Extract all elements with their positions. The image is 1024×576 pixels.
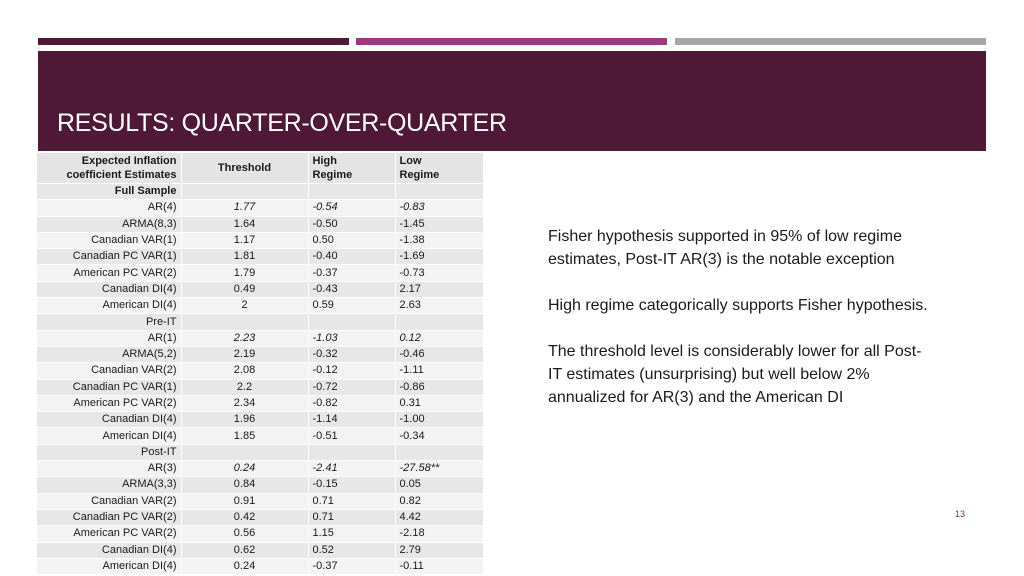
high-regime-cell: -0.54 [308, 200, 395, 216]
table-row [37, 558, 483, 574]
low-regime-cell: -1.00 [395, 412, 483, 428]
table-row [37, 428, 483, 444]
table-row [37, 232, 483, 248]
low-regime-cell: -1.69 [395, 249, 483, 265]
threshold-cell [181, 444, 308, 460]
high-regime-cell [308, 314, 395, 330]
high-regime-cell: -1.03 [308, 330, 395, 346]
high-regime-cell: 0.71 [308, 509, 395, 525]
header-high-line2: Regime [312, 169, 353, 181]
row-label: ARMA(5,2) [37, 346, 181, 362]
low-regime-cell: 2.63 [395, 298, 483, 314]
table-row [37, 200, 483, 216]
row-label: Canadian PC VAR(1) [37, 379, 181, 395]
low-regime-cell [395, 444, 483, 460]
threshold-cell: 2.2 [181, 379, 308, 395]
high-regime-cell: -2.41 [308, 461, 395, 477]
high-regime-cell: -0.82 [308, 395, 395, 411]
high-regime-cell [308, 184, 395, 200]
header-estimates-line1: Expected Inflation [81, 155, 177, 167]
low-regime-cell: -0.86 [395, 379, 483, 395]
threshold-cell: 1.85 [181, 428, 308, 444]
results-table-container [37, 153, 483, 575]
low-regime-cell: -27.58** [395, 461, 483, 477]
note-high-regime: High regime categorically supports Fisher hypothesis. [548, 297, 928, 314]
threshold-cell: 0.91 [181, 493, 308, 509]
title-banner [38, 51, 986, 151]
high-regime-cell: 0.50 [308, 232, 395, 248]
table-row [37, 249, 483, 265]
threshold-cell: 0.24 [181, 558, 308, 574]
threshold-cell: 2.23 [181, 330, 308, 346]
header-low-regime [395, 153, 483, 184]
table-row [37, 461, 483, 477]
table-row [37, 298, 483, 314]
results-table [37, 153, 484, 575]
low-regime-cell [395, 184, 483, 200]
threshold-cell: 1.77 [181, 200, 308, 216]
row-label: ARMA(3,3) [37, 477, 181, 493]
page-number: 13 [955, 509, 966, 519]
low-regime-cell: 0.05 [395, 477, 483, 493]
table-row [37, 379, 483, 395]
table-row [37, 314, 483, 330]
row-label: Canadian DI(4) [37, 542, 181, 558]
table-row [37, 493, 483, 509]
row-label: Canadian PC VAR(2) [37, 509, 181, 525]
row-label: Canadian DI(4) [37, 281, 181, 297]
table-row [37, 412, 483, 428]
row-label: Post-IT [37, 444, 181, 460]
row-label: American PC VAR(2) [37, 395, 181, 411]
table-row [37, 477, 483, 493]
row-label: Pre-IT [37, 314, 181, 330]
high-regime-cell [308, 444, 395, 460]
header-low-line1: Low [399, 155, 422, 167]
high-regime-cell: -0.40 [308, 249, 395, 265]
table-header-row [37, 153, 483, 184]
threshold-cell: 0.56 [181, 526, 308, 542]
row-label: ARMA(8,3) [37, 216, 181, 232]
header-high-regime [308, 153, 395, 184]
table-row [37, 281, 483, 297]
high-regime-cell: 0.59 [308, 298, 395, 314]
row-label: Canadian VAR(2) [37, 363, 181, 379]
threshold-cell [181, 314, 308, 330]
table-row [37, 346, 483, 362]
low-regime-cell: 2.17 [395, 281, 483, 297]
page-title: RESULTS: QUARTER-OVER-QUARTER [57, 109, 507, 137]
high-regime-cell: -0.51 [308, 428, 395, 444]
low-regime-cell: -2.18 [395, 526, 483, 542]
high-regime-cell: -0.37 [308, 558, 395, 574]
row-label: American PC VAR(2) [37, 526, 181, 542]
row-label: AR(3) [37, 461, 181, 477]
table-row [37, 184, 483, 200]
table-row [37, 265, 483, 281]
header-estimates [37, 153, 181, 184]
threshold-cell: 1.96 [181, 412, 308, 428]
low-regime-cell: -0.83 [395, 200, 483, 216]
high-regime-cell: 0.52 [308, 542, 395, 558]
row-label: Canadian VAR(2) [37, 493, 181, 509]
row-label: AR(4) [37, 200, 181, 216]
accent-bar-3 [675, 38, 986, 45]
low-regime-cell: -0.34 [395, 428, 483, 444]
threshold-cell: 0.84 [181, 477, 308, 493]
low-regime-cell: 0.82 [395, 493, 483, 509]
threshold-cell: 2 [181, 298, 308, 314]
row-label: American PC VAR(2) [37, 265, 181, 281]
low-regime-cell: 2.79 [395, 542, 483, 558]
threshold-cell: 1.17 [181, 232, 308, 248]
table-row [37, 526, 483, 542]
table-row [37, 542, 483, 558]
low-regime-cell: -0.11 [395, 558, 483, 574]
high-regime-cell: 0.71 [308, 493, 395, 509]
row-label: American DI(4) [37, 428, 181, 444]
header-low-line2: Regime [399, 169, 440, 181]
threshold-cell: 0.62 [181, 542, 308, 558]
row-label: AR(1) [37, 330, 181, 346]
high-regime-cell: -0.32 [308, 346, 395, 362]
high-regime-cell: 1.15 [308, 526, 395, 542]
low-regime-cell [395, 314, 483, 330]
accent-bar-1 [38, 38, 349, 45]
table-row [37, 363, 483, 379]
accent-bar-2 [356, 38, 667, 45]
table-row [37, 216, 483, 232]
high-regime-cell: -1.14 [308, 412, 395, 428]
note-low-regime: Fisher hypothesis supported in 95% of low regime estimates, Post-IT AR(3) is the notable exception [548, 228, 902, 268]
high-regime-cell: -0.50 [308, 216, 395, 232]
threshold-cell: 2.34 [181, 395, 308, 411]
threshold-cell: 1.79 [181, 265, 308, 281]
findings-notes [548, 225, 928, 432]
table-row [37, 444, 483, 460]
header-estimates-line2: coefficient Estimates [66, 169, 177, 181]
low-regime-cell: -0.73 [395, 265, 483, 281]
row-label: American DI(4) [37, 558, 181, 574]
high-regime-cell: -0.72 [308, 379, 395, 395]
row-label: Canadian PC VAR(1) [37, 249, 181, 265]
table-row [37, 330, 483, 346]
table-row [37, 509, 483, 525]
note-threshold: The threshold level is considerably lower for all Post-IT estimates (unsurprising) but well below 2% annualized for AR(3) and the American DI [548, 343, 922, 406]
header-threshold: Threshold [181, 153, 308, 184]
low-regime-cell: -1.11 [395, 363, 483, 379]
threshold-cell: 0.24 [181, 461, 308, 477]
high-regime-cell: -0.15 [308, 477, 395, 493]
high-regime-cell: -0.43 [308, 281, 395, 297]
row-label: Canadian VAR(1) [37, 232, 181, 248]
threshold-cell: 2.08 [181, 363, 308, 379]
row-label: Full Sample [37, 184, 181, 200]
threshold-cell: 1.64 [181, 216, 308, 232]
table-row [37, 395, 483, 411]
header-high-line1: High [312, 155, 337, 167]
threshold-cell: 2.19 [181, 346, 308, 362]
row-label: American DI(4) [37, 298, 181, 314]
low-regime-cell: -0.46 [395, 346, 483, 362]
low-regime-cell: -1.38 [395, 232, 483, 248]
low-regime-cell: 0.12 [395, 330, 483, 346]
threshold-cell: 0.49 [181, 281, 308, 297]
low-regime-cell: 0.31 [395, 395, 483, 411]
low-regime-cell: -1.45 [395, 216, 483, 232]
threshold-cell: 0.42 [181, 509, 308, 525]
high-regime-cell: -0.12 [308, 363, 395, 379]
low-regime-cell: 4.42 [395, 509, 483, 525]
threshold-cell [181, 184, 308, 200]
high-regime-cell: -0.37 [308, 265, 395, 281]
threshold-cell: 1.81 [181, 249, 308, 265]
row-label: Canadian DI(4) [37, 412, 181, 428]
